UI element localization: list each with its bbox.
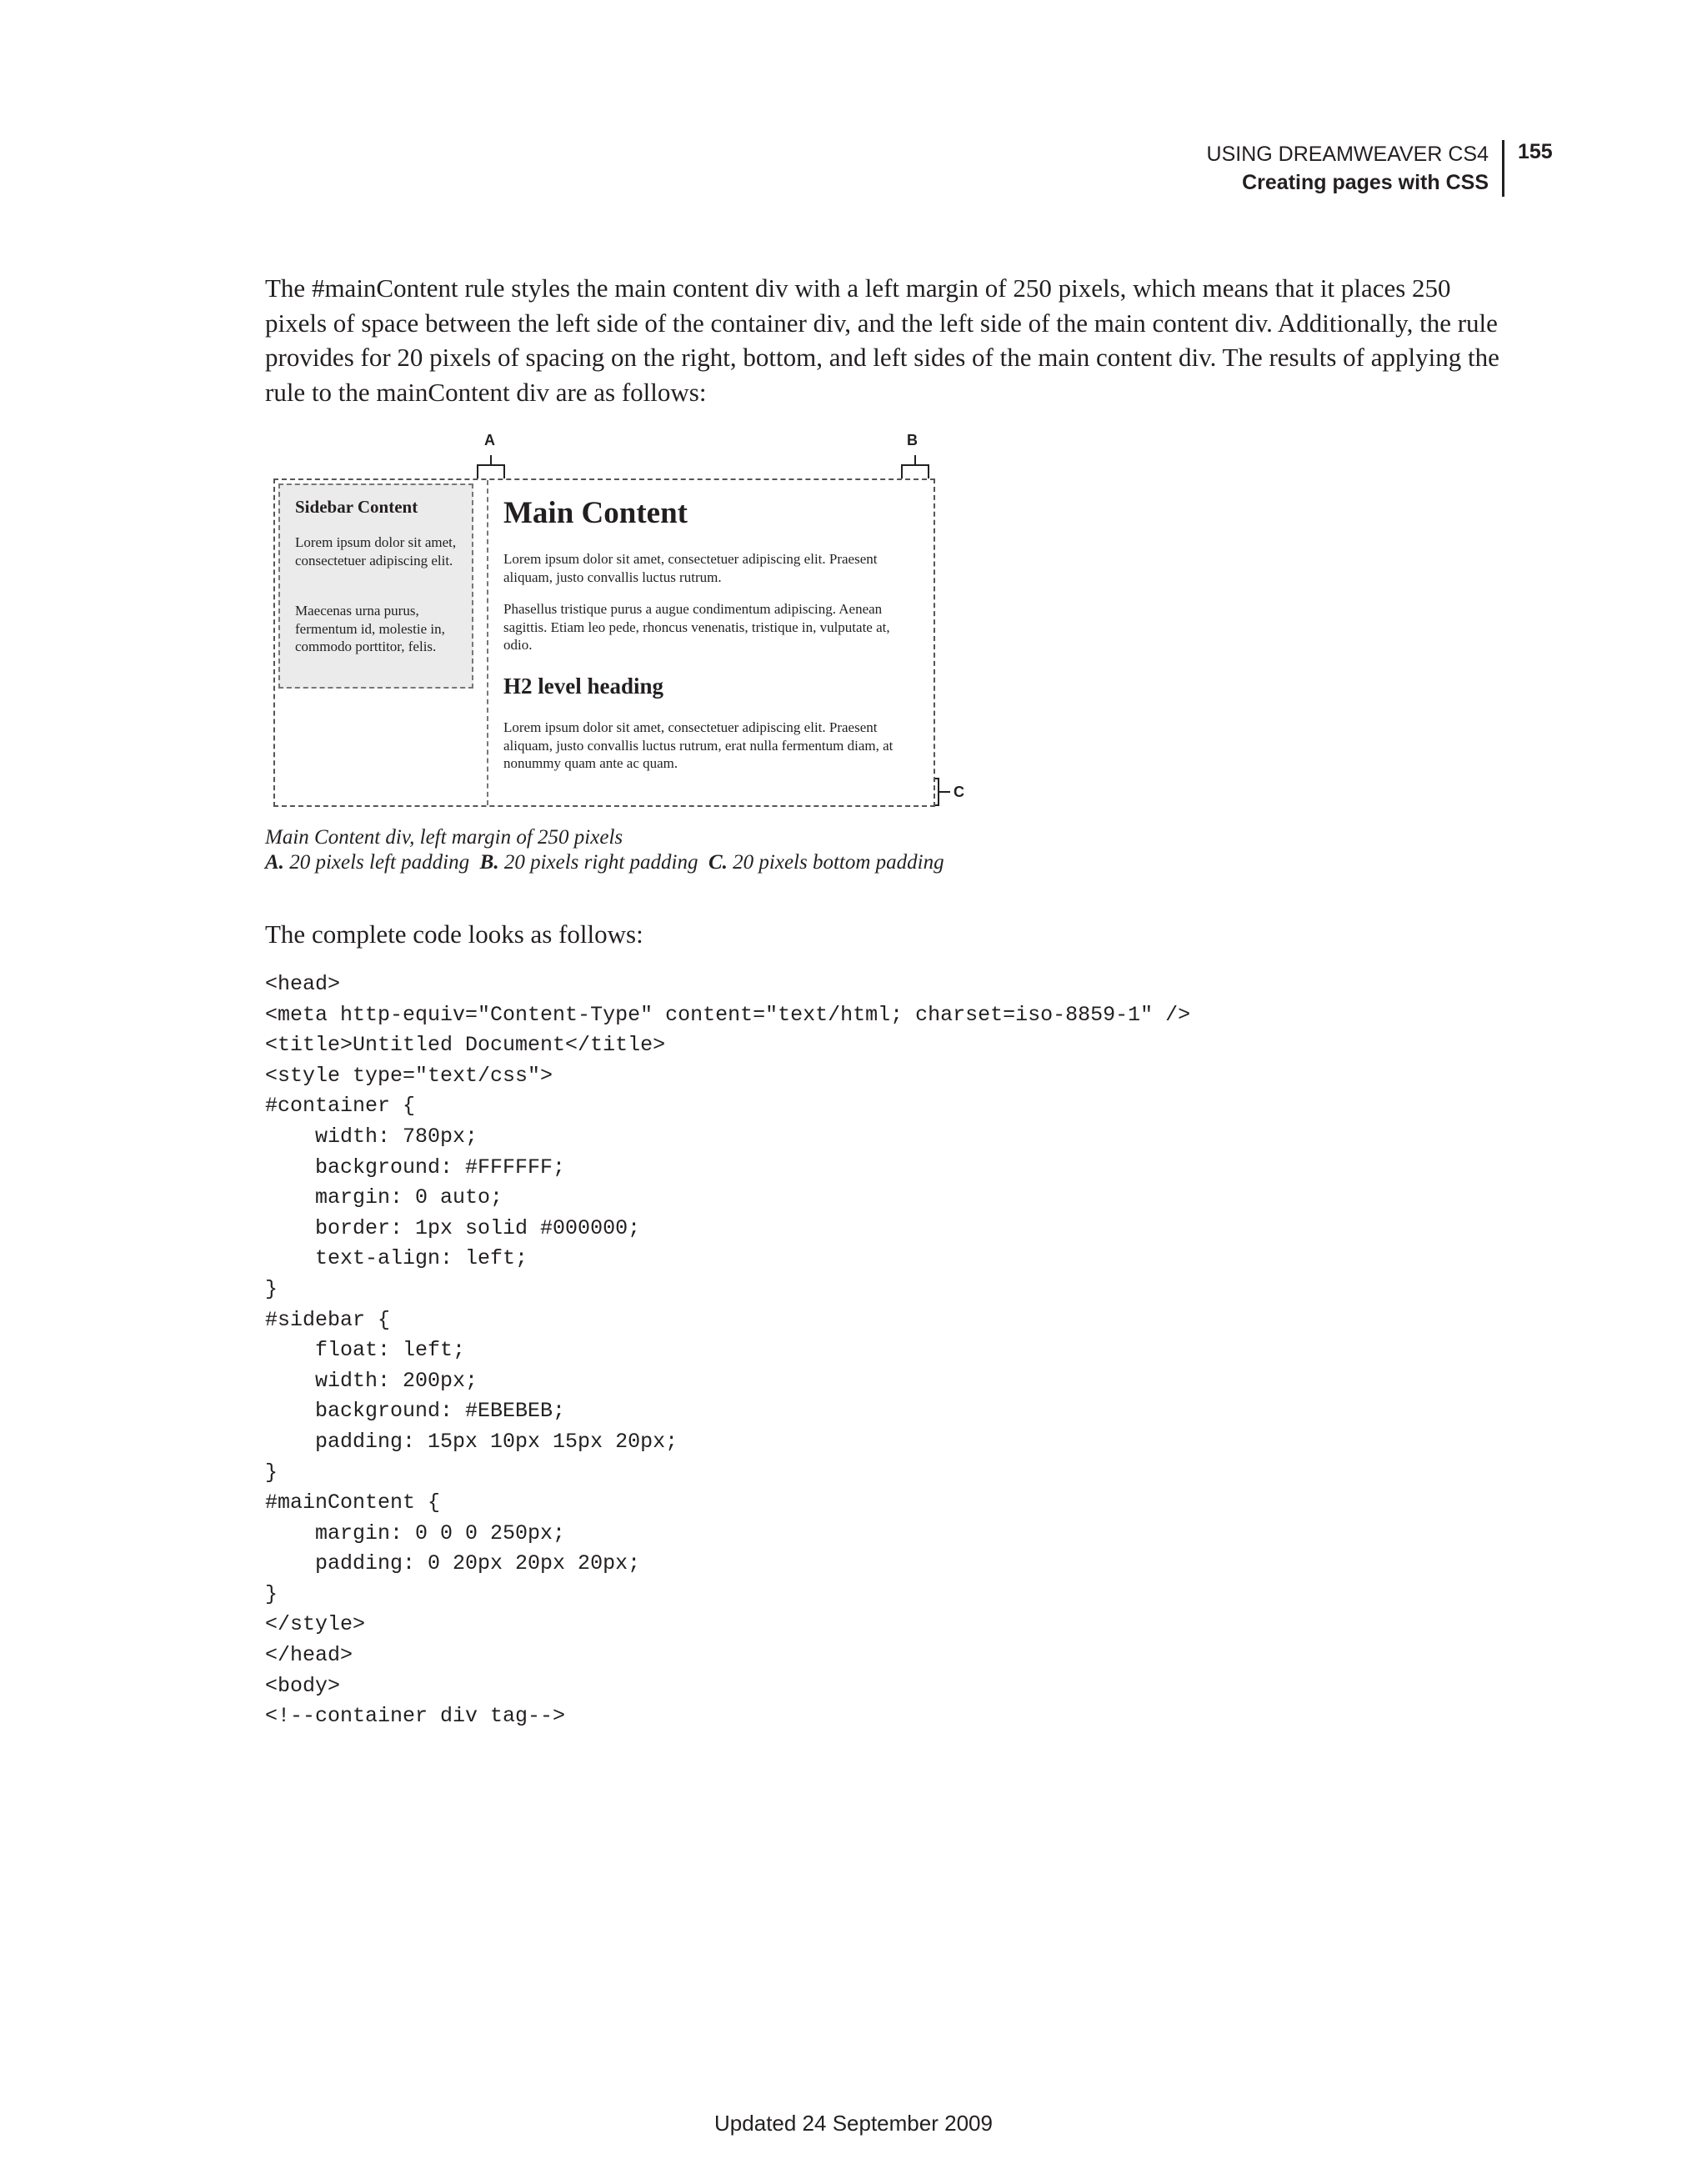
caption-title: Main Content div, left margin of 250 pixels [265,826,623,849]
code-line: #container { [265,1094,416,1119]
main-content-heading: Main Content [503,496,688,530]
callout-b-label: B [907,432,918,448]
main-content-paragraph-3: Lorem ipsum dolor sit amet, consectetuer adipiscing elit. Praesent aliquam, justo convallis luctus rutrum, erat nulla fermentum diam, at nonummy quam ante ac quam. [503,719,894,771]
header-title: USING DREAMWEAVER CS4 [1206,143,1489,166]
container-div-illustration [273,478,935,807]
code-line: background: #EBEBEB; [265,1399,566,1424]
code-line: padding: 0 20px 20px 20px; [265,1551,641,1576]
code-line: padding: 15px 10px 15px 20px; [265,1429,678,1454]
code-line: <head> [265,972,341,996]
code-line: } [265,1276,278,1301]
intro-paragraph: The #mainContent rule styles the main content div with a left margin of 250 pixels, which means that it places 250 pixels of space between the left side of the container div, and the left side of the main content div. Additionally, the rule provides for 20 pixels of spacing on the right, bottom, and left sides of the main content div. The results of applying the rule to the mainContent div are as follows: [265,273,1499,407]
caption-legend [265,850,944,875]
header-subtitle: Creating pages with CSS [1242,171,1489,194]
caption-c-label: C. [708,851,728,874]
code-block [265,969,1190,1732]
code-line: #mainContent { [265,1490,441,1515]
page-number: 155 [1518,140,1553,163]
code-intro-paragraph: The complete code looks as follows: [265,919,643,949]
figure-caption [265,825,944,875]
sidebar-paragraph-2: Maecenas urna purus, fermentum id, molestie in, commodo porttitor, felis. [295,603,445,654]
code-line: <!--container div tag--> [265,1704,566,1729]
main-content-paragraph-2: Phasellus tristique purus a augue condimentum adipiscing. Aenean sagittis. Etiam leo pede, rhoncus venenatis, tristique in, vulputate at, odio. [503,601,890,653]
footer-updated: Updated 24 September 2009 [714,2111,993,2136]
code-line: } [265,1581,278,1606]
main-content-h2: H2 level heading [503,674,664,699]
callout-a-bracket [476,452,506,480]
code-line: margin: 0 0 0 250px; [265,1520,566,1545]
sidebar-paragraph-1: Lorem ipsum dolor sit amet, consectetuer adipiscing elit. [295,534,457,569]
caption-b-label: B. [479,851,499,874]
code-line: <body> [265,1673,341,1698]
code-line: border: 1px solid #000000; [265,1215,641,1240]
main-content-figure [265,432,999,815]
code-line: text-align: left; [265,1246,528,1271]
caption-a-text: 20 pixels left padding [289,851,470,874]
code-line: <style type="text/css"> [265,1063,553,1088]
code-line: width: 200px; [265,1368,478,1393]
caption-b-text: 20 pixels right padding [503,851,698,874]
code-line: <title>Untitled Document</title> [265,1033,666,1058]
caption-a-label: A. [265,851,284,874]
code-line: } [265,1460,278,1485]
code-line: background: #FFFFFF; [265,1155,566,1180]
caption-c-text: 20 pixels bottom padding [733,851,944,874]
main-content-left-edge [487,480,488,805]
code-line: <meta http-equiv="Content-Type" content="text/html; charset=iso-8859-1" /> [265,1002,1191,1027]
running-header [1207,140,1504,197]
main-content-paragraph-1: Lorem ipsum dolor sit amet, consectetuer adipiscing elit. Praesent aliquam, justo convallis luctus rutrum. [503,551,878,585]
code-line: #sidebar { [265,1307,391,1332]
sidebar-heading: Sidebar Content [295,497,418,517]
code-line: float: left; [265,1338,466,1363]
callout-a-label: A [484,432,495,448]
code-line: </head> [265,1643,353,1668]
code-line: width: 780px; [265,1124,478,1149]
sidebar-illustration [278,483,473,689]
code-line: </style> [265,1612,366,1637]
callout-b-bracket [900,452,930,480]
callout-c-label: C [954,784,964,800]
code-line: margin: 0 auto; [265,1185,503,1210]
